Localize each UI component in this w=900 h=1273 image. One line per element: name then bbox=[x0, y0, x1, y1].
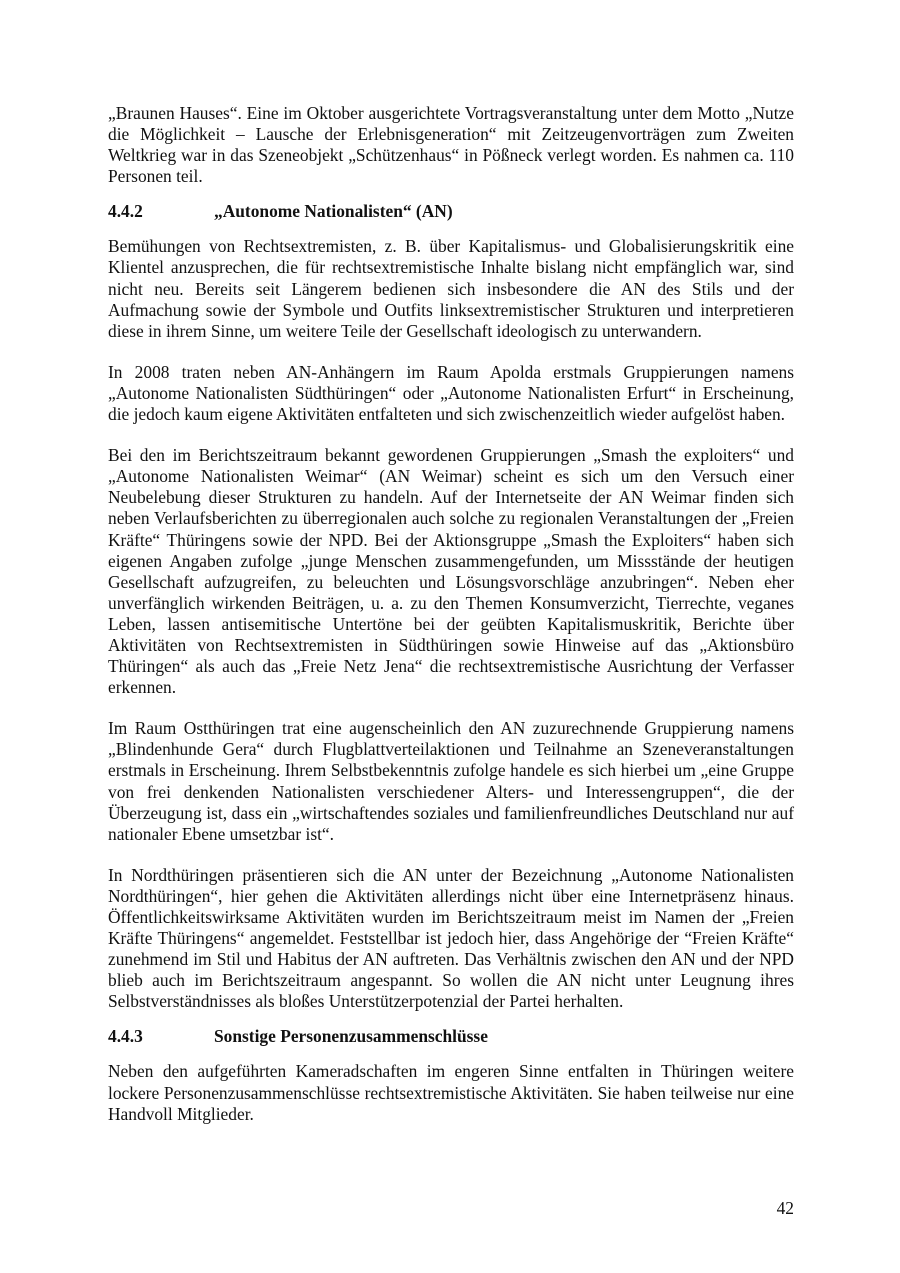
paragraph-an-3: Bei den im Berichtszeitraum bekannt gewordenen Gruppierungen „Smash the exploiters“ und „Autonome Nationalisten Weimar“ (AN Weimar) scheint es sich um den Versuch einer Neubelebung dieser Strukturen zu handeln. Auf der Internetseite der AN Weimar finden sich neben Verlaufsberichten zu überregionalen auch solche zu regionalen Veranstaltungen der „Freien Kräfte“ Thüringens sowie der NPD. Bei der Aktionsgruppe „Smash the Exploiters“ haben sich eigenen Angaben zufolge „junge Menschen zusammengefunden, um Missstände der heutigen Gesellschaft aufzugreifen, zu beleuchten und Lösungsvorschläge anzubringen“. Neben eher unverfänglich wirkenden Beiträgen, u. a. zu den Themen Konsumverzicht, Tierrechte, veganes Leben, lassen antisemitische Untertöne bei der geübten Kapitalismuskritik, Berichte über Aktivitäten von Rechtsextremisten in Südthüringen sowie Hinweise auf das „Aktionsbüro Thüringen“ als auch das „Freie Netz Jena“ die rechtsextremistische Ausrichtung der Verfasser erkennen. bbox=[108, 445, 794, 698]
section-title: Sonstige Personenzusammenschlüsse bbox=[214, 1026, 488, 1047]
paragraph-an-5: In Nordthüringen präsentieren sich die AN unter der Bezeichnung „Autonome Nationalisten Nordthüringen“, hier gehen die Aktivitäten allerdings nicht über eine Internetpräsenz hinaus. Öffentlichkeitswirksame Aktivitäten wurden im Berichtszeitraum meist im Namen der „Freien Kräfte Thüringens“ angemeldet. Feststellbar ist jedoch hier, dass Angehörige der “Freien Kräfte“ zunehmend im Stil und Habitus der AN auftreten. Das Verhältnis zwischen den AN und der NPD blieb auch im Berichtszeitraum angespannt. So wollen die AN nicht unter Leugnung ihres Selbstverständnisses als bloßes Unterstützerpotenzial der Partei herhalten. bbox=[108, 864, 794, 1012]
paragraph-sonstige-1: Neben den aufgeführten Kameradschaften im engeren Sinne entfalten in Thüringen weitere lockere Personenzusammenschlüsse rechtsextremistische Aktivitäten. Sie haben teilweise nur eine Handvoll Mitglieder. bbox=[108, 1061, 794, 1124]
document-page bbox=[108, 103, 794, 1125]
section-heading-4-4-2 bbox=[108, 201, 794, 222]
paragraph-an-4: Im Raum Ostthüringen trat eine augenscheinlich den AN zuzurechnende Gruppierung namens „Blindenhunde Gera“ durch Flugblattverteilaktionen und Teilnahme an Szeneveranstaltungen erstmals in Erscheinung. Ihrem Selbstbekenntnis zufolge handele es sich hierbei um „eine Gruppe von frei denkenden Nationalisten verschiedener Alters- und Interessengruppen“, die der Überzeugung ist, dass ein „wirtschaftendes soziales und familienfreundliches Deutschland nur auf nationaler Ebene umsetzbar ist“. bbox=[108, 718, 794, 844]
section-number: 4.4.3 bbox=[108, 1026, 143, 1047]
paragraph-intro: „Braunen Hauses“. Eine im Oktober ausgerichtete Vortragsveranstaltung unter dem Motto „Nutze die Möglichkeit – Lausche der Erlebnisgeneration“ mit Zeitzeugenvorträgen zum Zweiten Weltkrieg war in das Szeneobjekt „Schützenhaus“ in Pößneck verlegt worden. Es nahmen ca. 110 Personen teil. bbox=[108, 103, 794, 187]
section-heading-4-4-3 bbox=[108, 1026, 794, 1047]
page-number: 42 bbox=[776, 1198, 794, 1218]
paragraph-an-1: Bemühungen von Rechtsextremisten, z. B. über Kapitalismus- und Globalisierungskritik eine Klientel anzusprechen, die für rechtsextremistische Inhalte bislang nicht empfänglich war, sind nicht neu. Bereits seit Längerem bedienen sich insbesondere die AN des Stils und der Aufmachung sowie der Symbole und Outfits linksextremistischer Strukturen und interpretieren diese in ihrem Sinne, um weitere Teile der Gesellschaft ideologisch zu unterwandern. bbox=[108, 236, 794, 341]
section-title: „Autonome Nationalisten“ (AN) bbox=[214, 201, 453, 222]
paragraph-an-2: In 2008 traten neben AN-Anhängern im Raum Apolda erstmals Gruppierungen namens „Autonome Nationalisten Südthüringen“ oder „Autonome Nationalisten Erfurt“ in Erscheinung, die jedoch kaum eigene Aktivitäten entfalteten und sich zwischenzeitlich wieder aufgelöst haben. bbox=[108, 361, 794, 425]
section-number: 4.4.2 bbox=[108, 201, 143, 222]
